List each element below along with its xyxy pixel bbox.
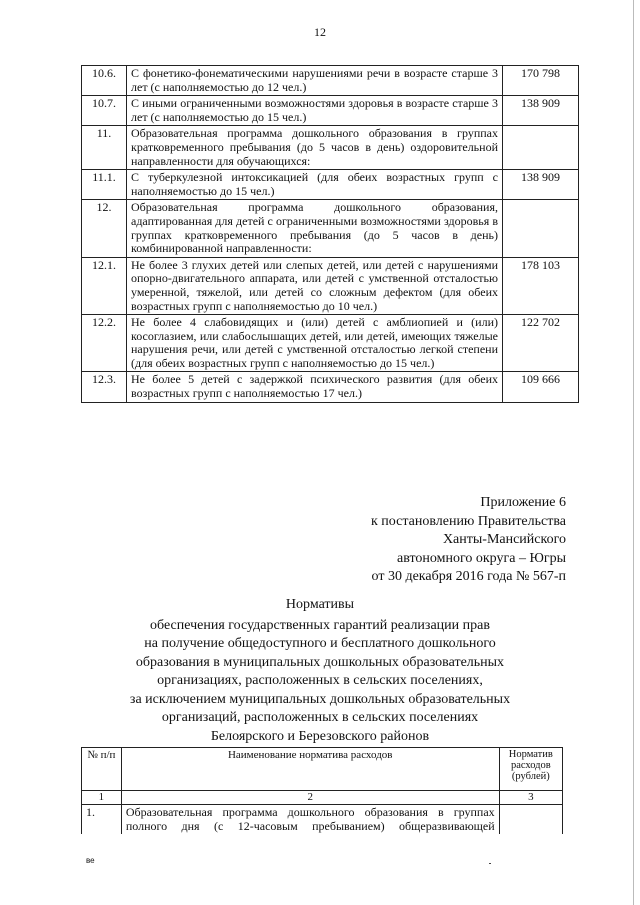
column-index-row [82, 791, 563, 805]
row-value [503, 126, 579, 170]
header-name: Наименование норматива расходов [121, 748, 499, 791]
title-line: образования в муниципальных дошкольных образовательных [135, 654, 505, 670]
row-number: 10.6. [82, 66, 127, 96]
document-title [60, 596, 580, 746]
table-header-row [82, 748, 563, 791]
row-number: 12. [82, 200, 127, 257]
row-value: 122 702 [503, 315, 579, 372]
title-line: обеспечения государственных гарантий реализации прав [150, 617, 490, 633]
row-number: 10.7. [82, 96, 127, 126]
row-number: 12.3. [82, 372, 127, 402]
row-value: 170 798 [503, 66, 579, 96]
footer-mark: ве [86, 856, 95, 865]
table-row [82, 257, 579, 314]
row-name: Не более 5 детей с задержкой психического развития (для обеих возрастных групп с наполняемостью 17 чел.) [127, 372, 503, 402]
row-name: Не более 4 слабовидящих и (или) детей с амблиопией и (или) косоглазием, или слабослышащих детей, или детей, имеющих тяжелые нарушения речи, или детей с умственной отсталостью легкой степени (для обеих возрастных групп с наполняемостью до 15 чел.) [127, 315, 503, 372]
table-row [82, 66, 579, 96]
header-value: Норматив расходов (рублей) [499, 748, 562, 791]
appendix-date: от 30 декабря 2016 года № 567-п [371, 569, 566, 584]
table-row [82, 96, 579, 126]
row-name: Образовательная программа дошкольного образования, адаптированная для детей с ограниченными возможностями здоровья в группах кратковременного пребывания (до 5 часов в день) комбинированной направленности: [127, 200, 503, 257]
appendix-label: Приложение 6 [480, 495, 566, 510]
row-name: С фонетико-фонематическими нарушениями речи в возрасте старше 3 лет (с наполняемостью до 12 чел.) [127, 66, 503, 96]
table-row [82, 805, 563, 835]
norms-table [81, 747, 563, 834]
header-number: № п/п [82, 748, 122, 791]
title-main: Нормативы [285, 597, 355, 612]
row-value: 178 103 [503, 257, 579, 314]
table-row [82, 315, 579, 372]
row-name: Образовательная программа дошкольного образования в группах полного дня (с 12-часовым пребыванием) общеразвивающей [121, 805, 499, 835]
title-line: Белоярского и Березовского районов [210, 728, 430, 744]
column-index: 1 [82, 791, 122, 805]
title-line: за исключением муниципальных дошкольных образовательных [129, 691, 511, 707]
row-number: 11.1. [82, 170, 127, 200]
page-edge-line [633, 0, 634, 905]
row-name: С иными ограниченными возможностями здоровья в возрасте старше 3 лет (с наполняемостью до 15 чел.) [127, 96, 503, 126]
row-number: 12.1. [82, 257, 127, 314]
row-name: С туберкулезной интоксикацией (для обеих возрастных групп с наполняемостью до 15 чел.) [127, 170, 503, 200]
appendix-okrug: автономного округа – Югры [397, 550, 566, 566]
page-number: 12 [314, 25, 326, 39]
title-line: организаций, расположенных в сельских поселениях [161, 710, 479, 725]
appendix-resolution: к постановлению Правительства [370, 513, 566, 529]
title-line: на получение общедоступного и бесплатного дошкольного [144, 636, 496, 651]
table-row [82, 200, 579, 257]
table-row [82, 126, 579, 170]
column-index: 3 [499, 791, 562, 805]
table-row [82, 170, 579, 200]
row-number: 12.2. [82, 315, 127, 372]
scan-speck [489, 863, 491, 864]
row-value: 138 909 [503, 170, 579, 200]
row-number: 11. [82, 126, 127, 170]
continued-norms-table [81, 65, 579, 403]
row-value [499, 805, 562, 835]
row-name: Образовательная программа дошкольного образования в группах кратковременного пребывания (до 5 часов в день) оздоровительной направленности для обучающихся: [127, 126, 503, 170]
title-line: организациях, расположенных в сельских поселениях, [157, 673, 483, 688]
appendix-region: Ханты-Мансийского [442, 532, 566, 547]
appendix-header [371, 494, 566, 587]
row-value: 109 666 [503, 372, 579, 402]
row-value [503, 200, 579, 257]
row-value: 138 909 [503, 96, 579, 126]
row-number: 1. [82, 805, 122, 835]
table-row [82, 372, 579, 402]
column-index: 2 [121, 791, 499, 805]
row-name: Не более 3 глухих детей или слепых детей, или детей с нарушениями опорно-двигательного аппарата, или детей с умственной отсталостью умеренной, тяжелой, или детей со сложным дефектом (для обеих возрастных групп с наполняемостью до 10 чел.) [127, 257, 503, 314]
